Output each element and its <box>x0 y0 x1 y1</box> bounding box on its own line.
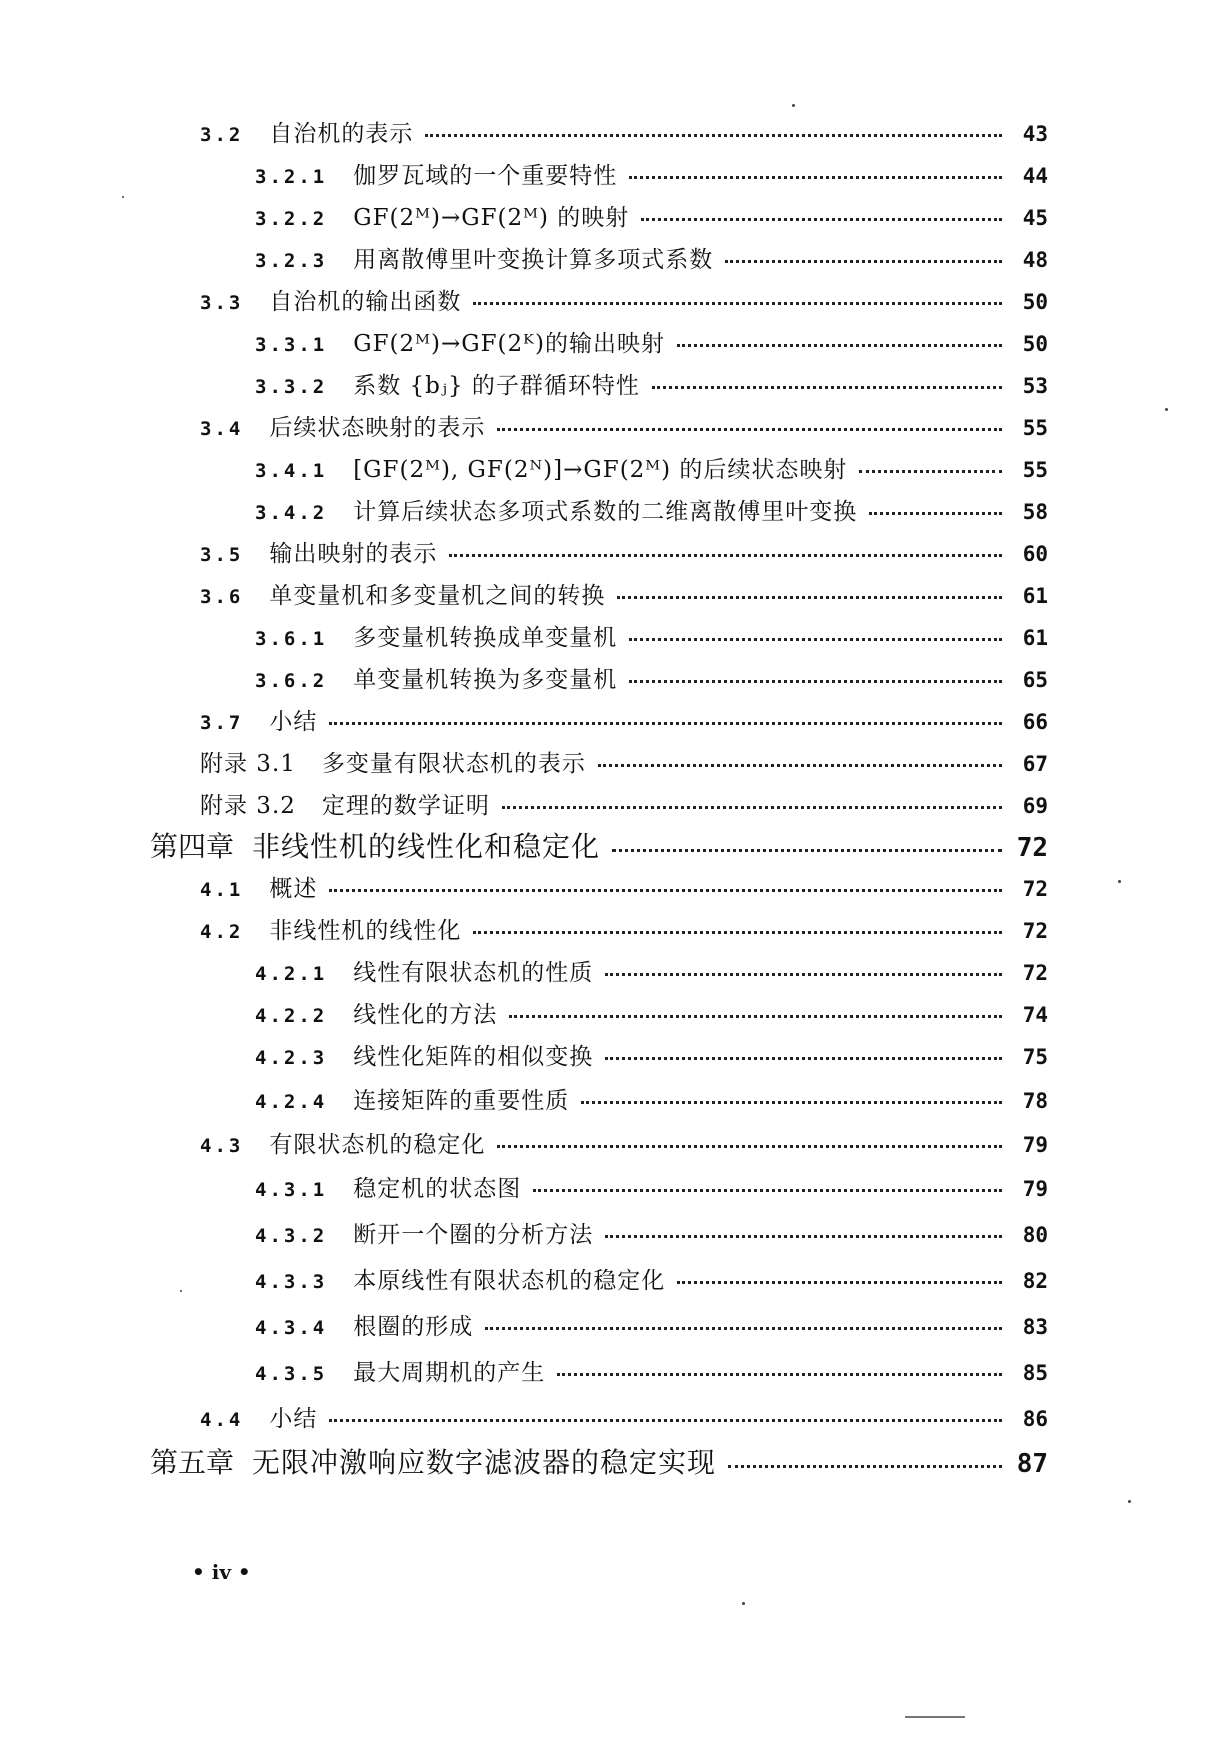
toc-entry-title: 输出映射的表示 <box>269 541 438 567</box>
dot-leader <box>617 595 1002 599</box>
toc-entry-title: GF(2ᴹ)→GF(2ᴷ)的输出映射 <box>353 331 665 357</box>
toc-entry-number: 4.3.4 <box>255 1317 328 1339</box>
toc-entry <box>255 455 1048 486</box>
dot-leader <box>629 679 1002 683</box>
toc-entry-number: 3.2.3 <box>255 250 328 272</box>
toc-entry-page: 50 <box>1022 332 1048 356</box>
toc-entry <box>255 665 1048 696</box>
toc-entry <box>200 539 1048 570</box>
scan-speck <box>905 1716 965 1718</box>
toc-entry-number: 3.2.1 <box>255 166 328 188</box>
toc-entry-page: 61 <box>1022 626 1048 650</box>
toc-entry <box>255 203 1048 234</box>
toc-entry-number: 3.2.2 <box>255 208 328 230</box>
dot-leader <box>652 385 1002 389</box>
toc-entry <box>255 161 1048 192</box>
toc-entry-number: 4.2.2 <box>255 1005 328 1027</box>
toc-entry-number: 3.6.2 <box>255 670 328 692</box>
scan-speck <box>1165 408 1168 411</box>
toc-entry-number: 4.4 <box>200 1409 244 1431</box>
toc-appendix-entry <box>200 791 1048 821</box>
toc-entry-page: 50 <box>1022 290 1048 314</box>
scan-speck <box>122 196 124 198</box>
scan-speck <box>1128 1500 1131 1503</box>
toc-entry-page: 58 <box>1022 500 1048 524</box>
dot-leader <box>728 1464 1002 1468</box>
toc-entry-number: 4.2.1 <box>255 963 328 985</box>
toc-entry <box>200 581 1048 612</box>
toc-entry-number: 3.2 <box>200 124 244 146</box>
toc-entry-page: 72 <box>1022 877 1048 901</box>
toc-entry-title: 概述 <box>269 876 318 902</box>
toc-entry-title: 有限状态机的稳定化 <box>269 1132 486 1158</box>
toc-entry-title: 用离散傅里叶变换计算多项式系数 <box>353 247 714 273</box>
toc-entry-title: 自治机的表示 <box>269 121 414 147</box>
toc-entry <box>255 1312 1048 1343</box>
dot-leader <box>329 888 1002 892</box>
toc-entry <box>255 1266 1048 1297</box>
toc-entry-title: 小结 <box>269 709 318 735</box>
toc-entry-title: 无限冲激响应数字滤波器的稳定实现 <box>252 1446 717 1479</box>
toc-entry-title: 线性有限状态机的性质 <box>353 960 594 986</box>
scan-speck <box>742 1602 745 1605</box>
dot-leader <box>677 343 1002 347</box>
toc-entry-page: 60 <box>1022 542 1048 566</box>
toc-entry-page: 82 <box>1022 1269 1048 1293</box>
toc-entry <box>200 916 1048 947</box>
toc-entry-title: 定理的数学证明 <box>321 793 490 819</box>
toc-entry-page: 69 <box>1022 794 1048 818</box>
toc-entry-page: 86 <box>1022 1407 1048 1431</box>
toc-entry-title: [GF(2ᴹ), GF(2ᴺ)]→GF(2ᴹ) 的后续状态映射 <box>353 457 848 483</box>
toc-entry <box>200 287 1048 318</box>
toc-entry-title: 线性化的方法 <box>353 1002 498 1028</box>
dot-leader <box>612 848 1002 852</box>
toc-entry-title: 小结 <box>269 1406 318 1432</box>
toc-entry-title: 非线性机的线性化 <box>269 918 462 944</box>
dot-leader <box>485 1326 1002 1330</box>
toc-entry-number: 4.1 <box>200 879 244 901</box>
toc-entry-number: 3.6 <box>200 586 244 608</box>
toc-entry-title: GF(2ᴹ)→GF(2ᴹ) 的映射 <box>353 205 630 231</box>
toc-entry <box>255 497 1048 528</box>
dot-leader <box>473 301 1002 305</box>
toc-entry-number: 3.7 <box>200 712 244 734</box>
toc-entry-title: 多变量有限状态机的表示 <box>321 751 586 777</box>
toc-entry-number: 4.2 <box>200 921 244 943</box>
toc-entry <box>200 707 1048 738</box>
toc-entry-title: 单变量机和多变量机之间的转换 <box>269 583 606 609</box>
toc-entry-number: 第五章 <box>150 1446 235 1479</box>
toc-chapter-entry <box>150 832 1048 863</box>
toc-entry-number: 3.4.2 <box>255 502 328 524</box>
toc-entry-page: 83 <box>1022 1315 1048 1339</box>
toc-entry-number: 3.4.1 <box>255 460 328 482</box>
dot-leader <box>557 1372 1002 1376</box>
toc-entry-title: 线性化矩阵的相似变换 <box>353 1044 594 1070</box>
toc-entry-page: 66 <box>1022 710 1048 734</box>
toc-entry-number: 3.3.2 <box>255 376 328 398</box>
toc-entry <box>200 1404 1048 1435</box>
toc-entry-number: 3.4 <box>200 418 244 440</box>
dot-leader <box>329 721 1002 725</box>
toc-entry <box>255 1086 1048 1117</box>
toc-entry-page: 78 <box>1022 1089 1048 1113</box>
page-number-footer: • iv • <box>192 1560 251 1584</box>
toc-entry-title: 最大周期机的产生 <box>353 1360 546 1386</box>
toc-entry-title: 稳定机的状态图 <box>353 1176 522 1202</box>
toc-entry-number: 4.2.4 <box>255 1091 328 1113</box>
toc-entry <box>200 413 1048 444</box>
dot-leader <box>329 1418 1002 1422</box>
toc-entry-page: 55 <box>1022 458 1048 482</box>
toc-entry-page: 79 <box>1022 1177 1048 1201</box>
toc-entry-title: 多变量机转换成单变量机 <box>353 625 618 651</box>
toc-entry-page: 44 <box>1022 164 1048 188</box>
dot-leader <box>629 637 1002 641</box>
toc-entry-number: 4.3.3 <box>255 1271 328 1293</box>
dot-leader <box>425 133 1002 137</box>
toc-entry <box>255 1174 1048 1205</box>
toc-entry-page: 67 <box>1022 752 1048 776</box>
toc-entry-number: 3.6.1 <box>255 628 328 650</box>
toc-entry-number: 4.3.2 <box>255 1225 328 1247</box>
toc-entry-page: 45 <box>1022 206 1048 230</box>
toc-entry <box>255 1000 1048 1031</box>
toc-entry <box>200 874 1048 905</box>
toc-entry <box>200 119 1048 150</box>
toc-entry-title: 后续状态映射的表示 <box>269 415 486 441</box>
toc-entry <box>255 1220 1048 1251</box>
toc-entry <box>255 1358 1048 1389</box>
toc-entry <box>255 623 1048 654</box>
toc-entry-title: 非线性机的线性化和稳定化 <box>252 830 601 863</box>
toc-entry-page: 74 <box>1022 1003 1048 1027</box>
toc-entry-page: 72 <box>1022 919 1048 943</box>
toc-entry <box>255 245 1048 276</box>
dot-leader <box>581 1100 1002 1104</box>
toc-entry <box>255 958 1048 989</box>
dot-leader <box>497 427 1002 431</box>
toc-appendix-entry <box>200 749 1048 779</box>
dot-leader <box>859 469 1002 473</box>
dot-leader <box>502 805 1002 809</box>
toc-entry-title: 系数 {bⱼ} 的子群循环特性 <box>353 373 640 399</box>
dot-leader <box>641 217 1002 221</box>
toc-entry-number: 3.5 <box>200 544 244 566</box>
toc-entry-page: 43 <box>1022 122 1048 146</box>
toc-entry-page: 72 <box>1022 961 1048 985</box>
toc-entry-number: 附录 3.2 <box>200 793 296 819</box>
scan-speck <box>792 104 795 107</box>
dot-leader <box>677 1280 1002 1284</box>
toc-entry <box>255 1042 1048 1073</box>
toc-entry-page: 75 <box>1022 1045 1048 1069</box>
toc-entry-page: 72 <box>1016 833 1048 863</box>
toc-entry-page: 87 <box>1016 1449 1048 1479</box>
dot-leader <box>497 1144 1002 1148</box>
dot-leader <box>473 930 1002 934</box>
dot-leader <box>725 259 1002 263</box>
scan-speck <box>1118 880 1121 883</box>
dot-leader <box>605 1056 1002 1060</box>
toc-entry-page: 55 <box>1022 416 1048 440</box>
toc-entry-page: 48 <box>1022 248 1048 272</box>
toc-entry <box>255 329 1048 360</box>
dot-leader <box>629 175 1002 179</box>
toc-entry-title: 伽罗瓦域的一个重要特性 <box>353 163 618 189</box>
toc-entry-page: 80 <box>1022 1223 1048 1247</box>
scan-speck <box>180 1290 182 1292</box>
toc-entry-number: 附录 3.1 <box>200 751 296 777</box>
toc-entry-number: 4.2.3 <box>255 1047 328 1069</box>
toc-entry-title: 连接矩阵的重要性质 <box>353 1088 570 1114</box>
toc-entry-number: 4.3.5 <box>255 1363 328 1385</box>
toc-chapter-entry <box>150 1448 1048 1479</box>
toc-entry <box>200 1130 1048 1161</box>
toc-entry-page: 65 <box>1022 668 1048 692</box>
toc-entry-title: 根圈的形成 <box>353 1314 474 1340</box>
dot-leader <box>869 511 1002 515</box>
toc-entry-page: 61 <box>1022 584 1048 608</box>
toc-entry-number: 3.3.1 <box>255 334 328 356</box>
toc-entry-number: 4.3.1 <box>255 1179 328 1201</box>
toc-entry-page: 53 <box>1022 374 1048 398</box>
dot-leader <box>605 972 1002 976</box>
dot-leader <box>533 1188 1002 1192</box>
toc-entry-title: 计算后续状态多项式系数的二维离散傅里叶变换 <box>353 499 858 525</box>
toc-entry-number: 第四章 <box>150 830 235 863</box>
toc-entry <box>255 371 1048 402</box>
toc-entry-number: 3.3 <box>200 292 244 314</box>
toc-entry-title: 自治机的输出函数 <box>269 289 462 315</box>
dot-leader <box>449 553 1002 557</box>
dot-leader <box>509 1014 1002 1018</box>
toc-entry-title: 本原线性有限状态机的稳定化 <box>353 1268 666 1294</box>
dot-leader <box>598 763 1002 767</box>
toc-entry-title: 断开一个圈的分析方法 <box>353 1222 594 1248</box>
dot-leader <box>605 1234 1002 1238</box>
toc-entry-title: 单变量机转换为多变量机 <box>353 667 618 693</box>
toc-entry-page: 85 <box>1022 1361 1048 1385</box>
toc-entry-page: 79 <box>1022 1133 1048 1157</box>
toc-entry-number: 4.3 <box>200 1135 244 1157</box>
